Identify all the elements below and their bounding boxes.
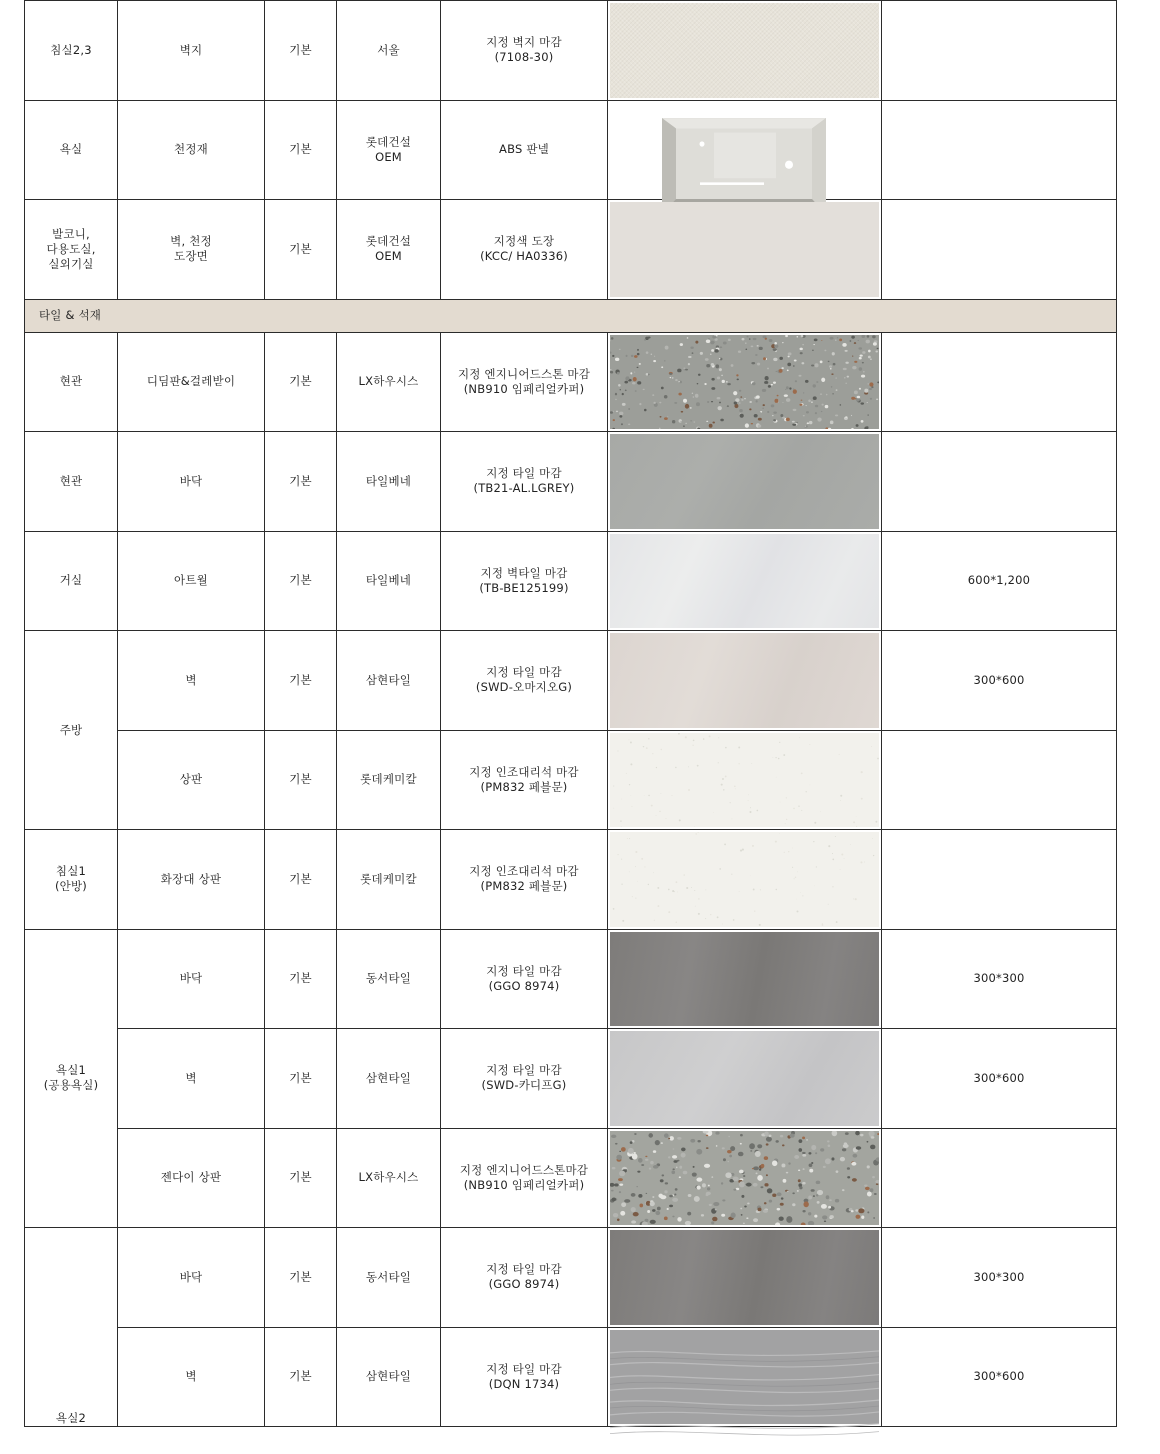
spec-cell: ABS 판넬	[441, 100, 608, 200]
item-cell: 아트월	[118, 531, 265, 631]
spec-cell: 지정 엔지니어드스톤 마감 (NB910 임페리얼카퍼)	[441, 332, 608, 432]
grade-cell: 기본	[265, 1, 337, 101]
item-cell: 벽	[118, 1327, 265, 1427]
tile-swatch	[610, 1031, 879, 1126]
spec-cell: 지정 타일 마감 (DQN 1734)	[441, 1327, 608, 1427]
size-cell	[882, 1, 1117, 101]
size-cell: 300*300	[882, 1228, 1117, 1328]
table-row	[25, 1, 1117, 101]
table-row	[25, 929, 1117, 1029]
swatch-cell	[608, 1128, 882, 1228]
tile-swatch	[610, 1230, 879, 1325]
item-cell: 천정재	[118, 100, 265, 200]
item-cell: 벽지	[118, 1, 265, 101]
size-cell	[882, 830, 1117, 930]
maker-cell: 동서타일	[337, 1228, 441, 1328]
tile-swatch	[610, 633, 879, 728]
spec-cell: 지정 인조대리석 마감 (PM832 페블문)	[441, 830, 608, 930]
item-cell: 벽	[118, 631, 265, 731]
table-row	[25, 100, 1117, 200]
room-cell: 현관	[25, 432, 118, 532]
item-cell: 상판	[118, 730, 265, 830]
maker-cell: LX하우시스	[337, 1128, 441, 1228]
room-cell: 침실1 (안방)	[25, 830, 118, 930]
table-row	[25, 1327, 1117, 1427]
grade-cell: 기본	[265, 929, 337, 1029]
room-cell: 현관	[25, 332, 118, 432]
swatch-cell	[608, 100, 882, 200]
finish-spec-table	[24, 0, 1117, 1427]
item-cell: 바닥	[118, 432, 265, 532]
grade-cell: 기본	[265, 1327, 337, 1427]
table-row	[25, 531, 1117, 631]
table-row	[25, 1128, 1117, 1228]
wallpaper-swatch	[610, 3, 879, 98]
spec-cell: 지정 벽타일 마감 (TB-BE125199)	[441, 531, 608, 631]
spec-cell: 지정 엔지니어드스톤마감 (NB910 임페리얼카퍼)	[441, 1128, 608, 1228]
swatch-cell	[608, 1, 882, 101]
maker-cell: 롯데건설 OEM	[337, 200, 441, 300]
table-row	[25, 1228, 1117, 1328]
tile-swatch	[610, 434, 879, 529]
size-cell: 600*1,200	[882, 531, 1117, 631]
grade-cell: 기본	[265, 200, 337, 300]
maker-cell: 롯데케미칼	[337, 730, 441, 830]
maker-cell: 삼현타일	[337, 1029, 441, 1129]
table-row	[25, 200, 1117, 300]
room-cell: 거실	[25, 531, 118, 631]
grade-cell: 기본	[265, 730, 337, 830]
maker-cell: 타일베네	[337, 531, 441, 631]
swatch-cell	[608, 1029, 882, 1129]
table-row	[25, 332, 1117, 432]
room-cell: 욕실1 (공용욕실)	[25, 929, 118, 1228]
spec-cell: 지정 타일 마감 (GGO 8974)	[441, 1228, 608, 1328]
spec-cell: 지정 타일 마감 (SWD-오마지오G)	[441, 631, 608, 731]
size-cell	[882, 1128, 1117, 1228]
tile-swatch	[610, 1330, 879, 1425]
item-cell: 바닥	[118, 929, 265, 1029]
grade-cell: 기본	[265, 1128, 337, 1228]
swatch-cell	[608, 1228, 882, 1328]
table-row	[25, 730, 1117, 830]
spec-cell: 지정색 도장 (KCC/ HA0336)	[441, 200, 608, 300]
terrazzo-swatch	[610, 335, 879, 430]
spec-cell: 지정 타일 마감 (SWD-카디프G)	[441, 1029, 608, 1129]
size-cell: 300*600	[882, 631, 1117, 731]
paint-swatch	[610, 202, 879, 297]
section-header-row	[25, 299, 1117, 332]
room-cell: 욕실2	[25, 1228, 118, 1427]
table-row	[25, 631, 1117, 731]
spec-cell: 지정 인조대리석 마감 (PM832 페블문)	[441, 730, 608, 830]
size-cell	[882, 100, 1117, 200]
size-cell: 300*600	[882, 1029, 1117, 1129]
spec-cell: 지정 타일 마감 (GGO 8974)	[441, 929, 608, 1029]
terrazzo-swatch	[610, 1131, 879, 1226]
swatch-cell	[608, 332, 882, 432]
item-cell: 젠다이 상판	[118, 1128, 265, 1228]
tile-swatch	[610, 932, 879, 1027]
marble-swatch	[610, 733, 879, 828]
size-cell	[882, 730, 1117, 830]
grade-cell: 기본	[265, 1228, 337, 1328]
tile-swatch	[610, 534, 879, 629]
item-cell: 벽, 천정 도장면	[118, 200, 265, 300]
swatch-cell	[608, 1327, 882, 1427]
maker-cell: 삼현타일	[337, 1327, 441, 1427]
abs-ceiling-render-image	[662, 101, 826, 200]
room-cell: 주방	[25, 631, 118, 830]
swatch-cell	[608, 200, 882, 300]
table-row	[25, 1029, 1117, 1129]
size-cell	[882, 432, 1117, 532]
grade-cell: 기본	[265, 830, 337, 930]
size-cell	[882, 332, 1117, 432]
swatch-cell	[608, 830, 882, 930]
size-cell: 300*600	[882, 1327, 1117, 1427]
maker-cell: 롯데건설 OEM	[337, 100, 441, 200]
room-cell: 욕실	[25, 100, 118, 200]
item-cell: 화장대 상판	[118, 830, 265, 930]
grade-cell: 기본	[265, 631, 337, 731]
maker-cell: LX하우시스	[337, 332, 441, 432]
maker-cell: 타일베네	[337, 432, 441, 532]
swatch-cell	[608, 531, 882, 631]
swatch-cell	[608, 631, 882, 731]
swatch-cell	[608, 929, 882, 1029]
swatch-cell	[608, 432, 882, 532]
swatch-cell	[608, 730, 882, 830]
item-cell: 바닥	[118, 1228, 265, 1328]
grade-cell: 기본	[265, 100, 337, 200]
maker-cell: 롯데케미칼	[337, 830, 441, 930]
table-row	[25, 432, 1117, 532]
grade-cell: 기본	[265, 1029, 337, 1129]
size-cell	[882, 200, 1117, 300]
item-cell: 벽	[118, 1029, 265, 1129]
grade-cell: 기본	[265, 432, 337, 532]
marble-swatch	[610, 832, 879, 927]
maker-cell: 동서타일	[337, 929, 441, 1029]
table-row	[25, 830, 1117, 930]
size-cell: 300*300	[882, 929, 1117, 1029]
item-cell: 디딤판&걸레받이	[118, 332, 265, 432]
spec-cell: 지정 타일 마감 (TB21-AL.LGREY)	[441, 432, 608, 532]
section-title: 타일 & 석재	[25, 299, 1117, 332]
grade-cell: 기본	[265, 332, 337, 432]
maker-cell: 서울	[337, 1, 441, 101]
spec-cell: 지정 벽지 마감 (7108-30)	[441, 1, 608, 101]
grade-cell: 기본	[265, 531, 337, 631]
maker-cell: 삼현타일	[337, 631, 441, 731]
room-cell: 발코니, 다용도실, 실외기실	[25, 200, 118, 300]
room-cell: 침실2,3	[25, 1, 118, 101]
